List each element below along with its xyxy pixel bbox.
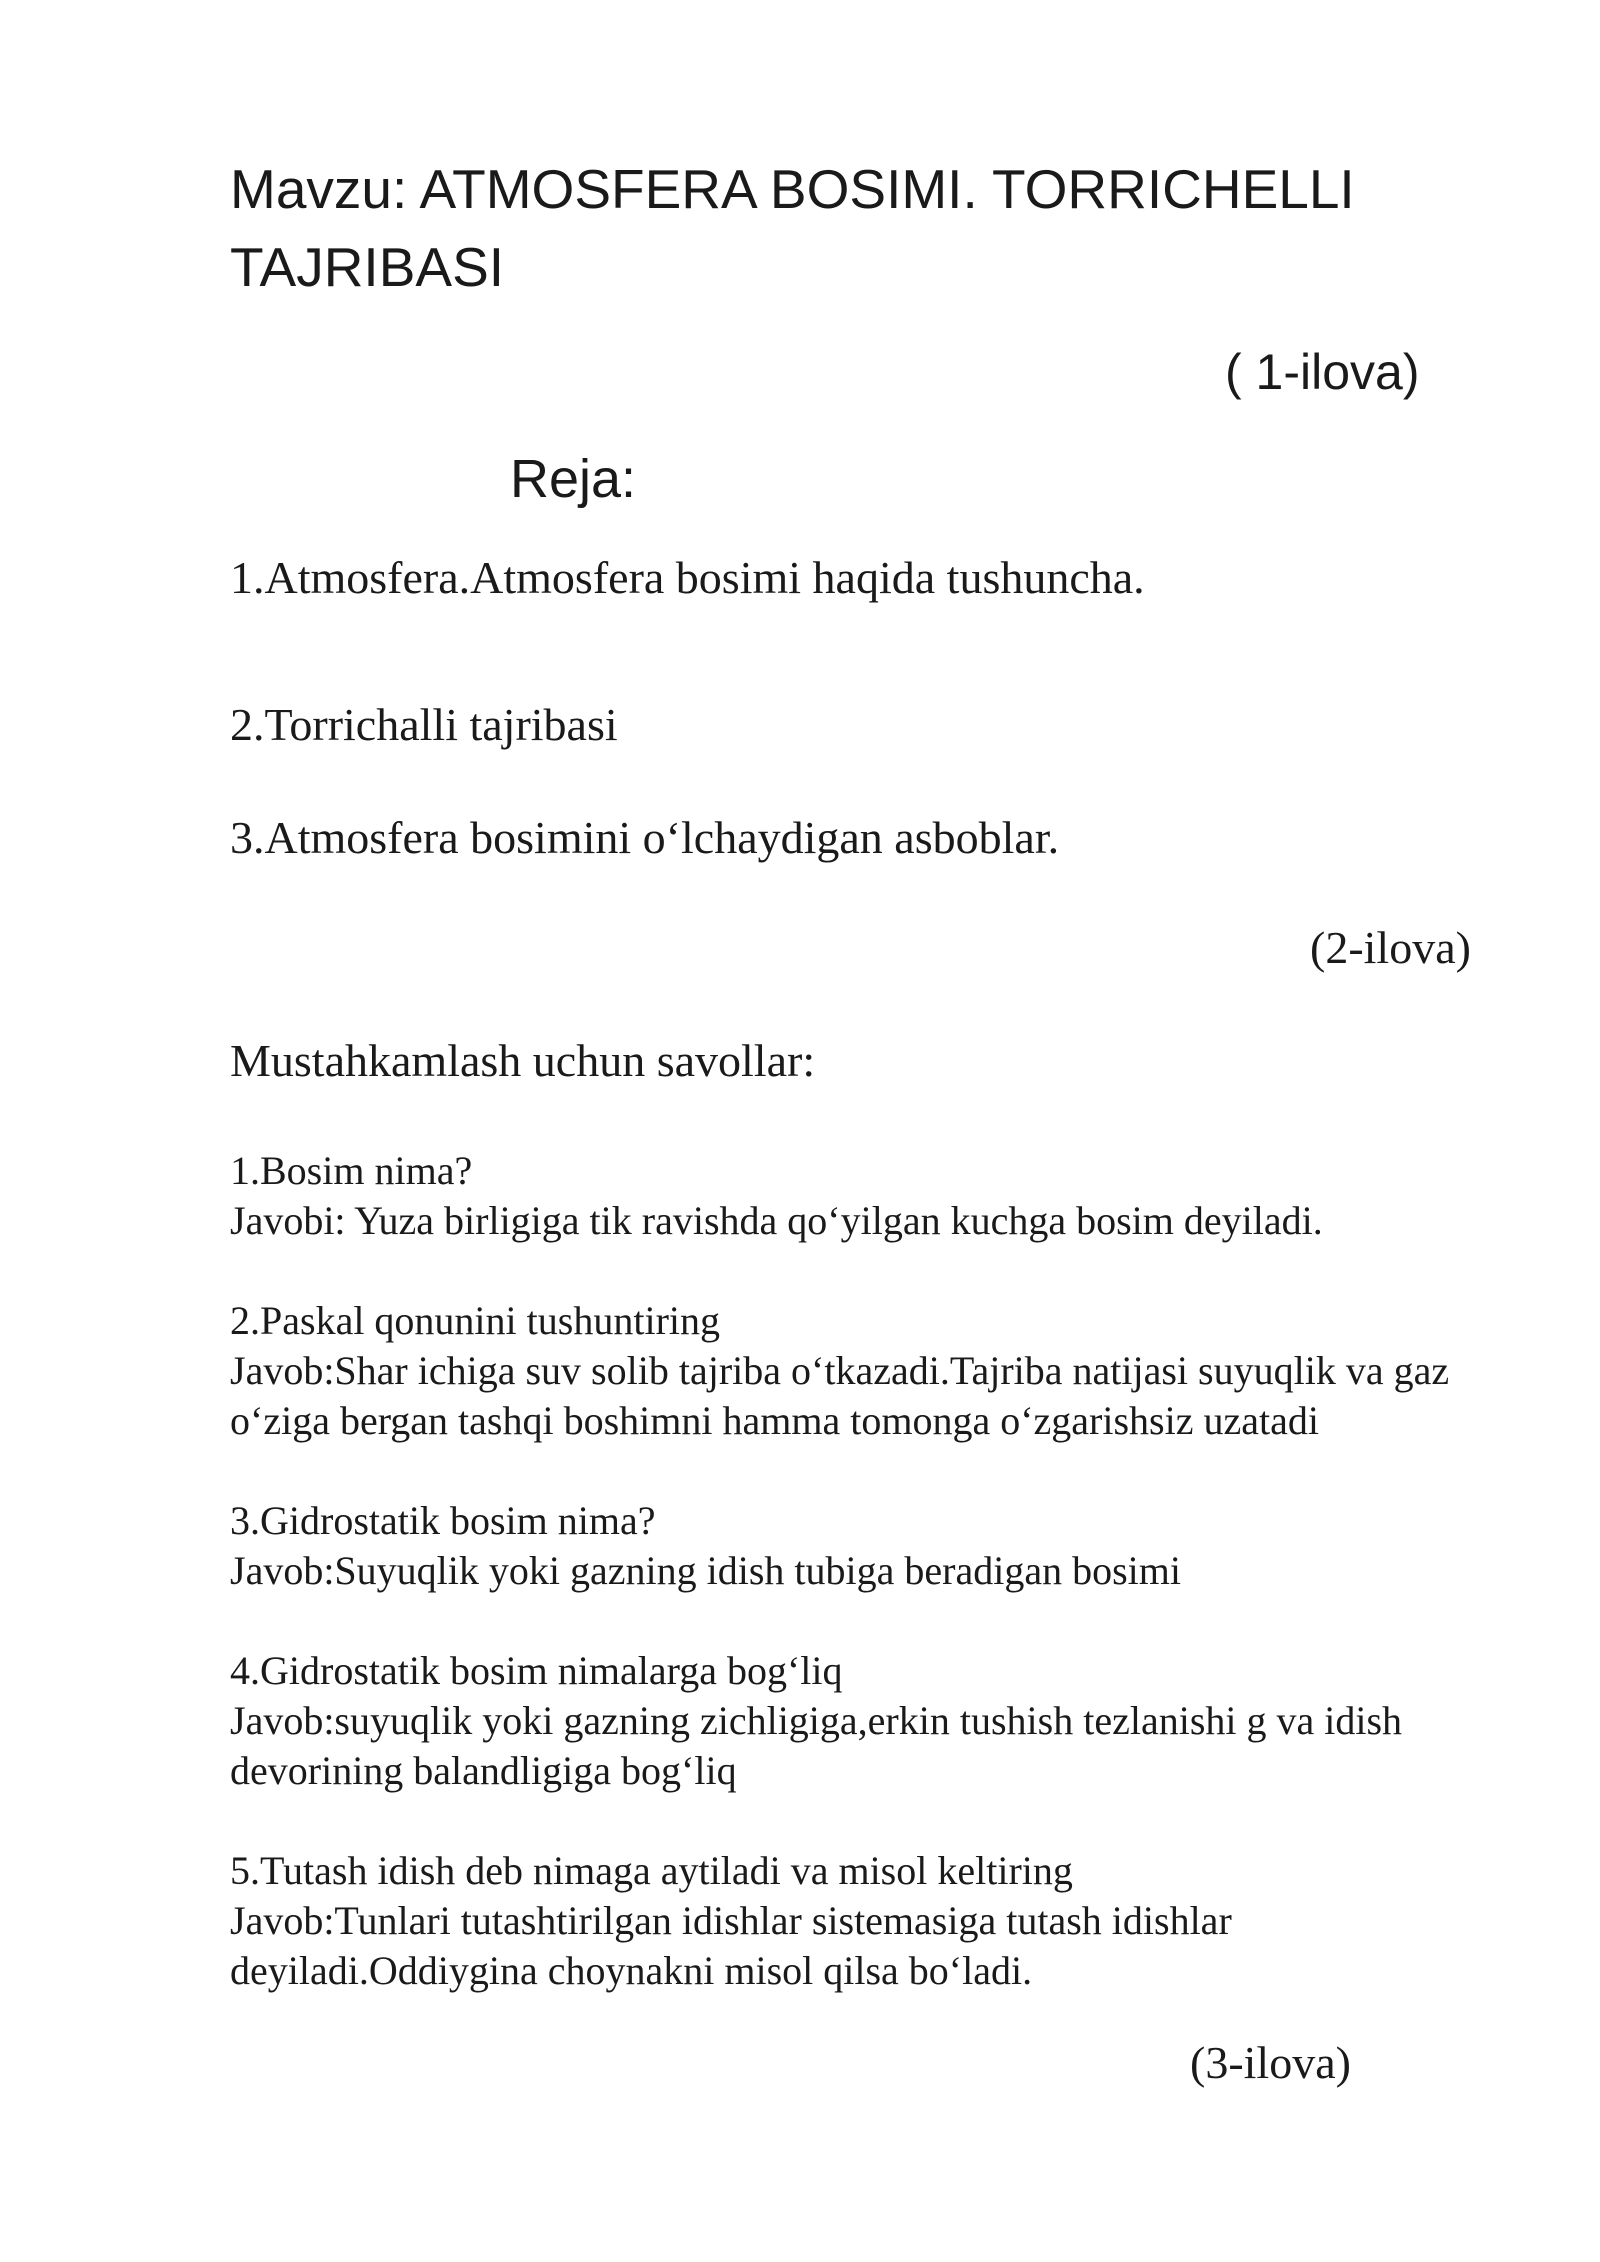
answer-text: Javobi: Yuza birligiga tik ravishda qo‘yilgan kuchga bosim deyiladi. xyxy=(230,1198,1323,1243)
answer-text: Javob:Shar ichiga suv solib tajriba o‘tkazadi.Tajriba natijasi suyuqlik va gaz o‘ziga bergan tashqi boshimni hamma tomonga o‘zgarishsiz uzatadi xyxy=(230,1348,1450,1443)
review-questions-heading: Mustahkamlash uchun savollar: xyxy=(230,1035,816,1086)
question-answer-item xyxy=(230,1496,1530,1596)
question-text: 3.Gidrostatik bosim nima? xyxy=(230,1498,656,1543)
question-answer-item xyxy=(230,1146,1530,1246)
question-text: 5.Tutash idish deb nimaga aytiladi va misol keltiring xyxy=(230,1848,1073,1893)
question-text: 2.Paskal qonunini tushuntiring xyxy=(230,1298,720,1343)
question-answer-item xyxy=(230,1296,1530,1446)
appendix-1-label: ( 1-ilova) xyxy=(1225,344,1420,400)
appendix-2-label: (2-ilova) xyxy=(1310,922,1471,973)
plan-item: 1.Atmosfera.Atmosfera bosimi haqida tushuncha. xyxy=(230,552,1145,603)
question-text: 1.Bosim nima? xyxy=(230,1148,473,1193)
document-title: Mavzu: ATMOSFERA BOSIMI. TORRICHELLI TAJRIBASI xyxy=(230,158,1355,298)
plan-heading: Reja: xyxy=(510,449,637,509)
question-answer-item xyxy=(230,1646,1530,1796)
plan-item: 3.Atmosfera bosimini o‘lchaydigan asboblar. xyxy=(230,812,1060,863)
plan-item: 2.Torrichalli tajribasi xyxy=(230,699,618,750)
appendix-3-label: (3-ilova) xyxy=(1190,2037,1351,2088)
question-text: 4.Gidrostatik bosim nimalarga bog‘liq xyxy=(230,1648,843,1693)
answer-text: Javob:suyuqlik yoki gazning zichligiga,erkin tushish tezlanishi g va idish devorining balandligiga bog‘liq xyxy=(230,1698,1403,1793)
question-answer-item xyxy=(230,1846,1530,1996)
review-questions-list xyxy=(230,1146,1530,2046)
answer-text: Javob:Suyuqlik yoki gazning idish tubiga beradigan bosimi xyxy=(230,1548,1182,1593)
answer-text: Javob:Tunlari tutashtirilgan idishlar sistemasiga tutash idishlar deyiladi.Oddiygina choynakni misol qilsa bo‘ladi. xyxy=(230,1898,1232,1993)
